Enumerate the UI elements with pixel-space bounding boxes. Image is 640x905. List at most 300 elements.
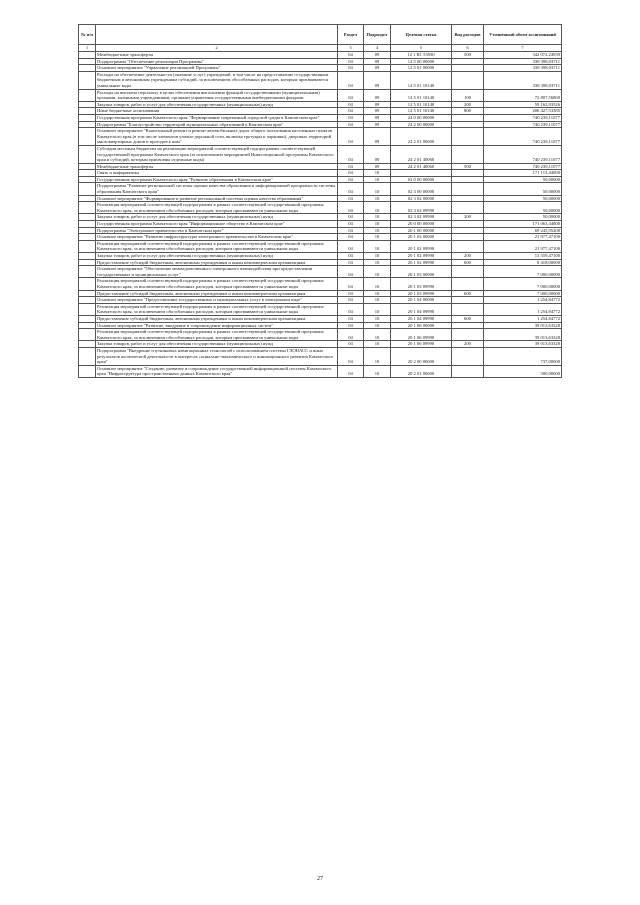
table-row (79, 315, 562, 322)
cell-target: 20 1 02 00000 (391, 234, 452, 241)
cell-num (79, 290, 96, 297)
cell-num (79, 89, 96, 101)
cell-target: 12 5 00 00000 (391, 58, 452, 65)
table-row (79, 101, 562, 108)
cell-subsection: 10 (364, 259, 391, 266)
cell-subsection: 10 (364, 315, 391, 322)
cell-subsection: 10 (364, 240, 391, 252)
cell-subsection: 09 (364, 65, 391, 72)
table-row (79, 365, 562, 377)
cell-section: 04 (338, 71, 364, 89)
cell-expense-type (452, 114, 484, 121)
cell-name: Межбюджетные трансферты (96, 52, 338, 59)
cell-num (79, 240, 96, 252)
table-row (79, 227, 562, 234)
cell-amount: 342 072,24939 (484, 52, 562, 59)
cell-amount: 500,00000 (484, 365, 562, 377)
cell-amount: 59 162,93526 (484, 101, 562, 108)
cell-subsection: 09 (364, 114, 391, 121)
cell-name: Реализация мероприятий соответствующей подпрограммы в рамках соответствующей государственной программы Камчатского края, за исключением обособленных расходов, которым присваиваются уникальные коды (96, 278, 338, 290)
cell-num (79, 315, 96, 322)
cell-name: Предоставление субсидий бюджетным, автономным учреждениям и иным некоммерческим организациям (96, 290, 338, 297)
cell-expense-type (452, 121, 484, 128)
cell-name: Подпрограмма "Благоустройство территорий муниципальных образований в Камчатском крае" (96, 121, 338, 128)
cell-num (79, 227, 96, 234)
cell-num (79, 58, 96, 65)
cell-name: Основное мероприятие "Развитие, внедрение и сопровождение информационных систем" (96, 322, 338, 329)
cell-expense-type (452, 176, 484, 183)
column-number: 2 (96, 45, 338, 52)
cell-target: 20 1 02 09990 (391, 259, 452, 266)
cell-num (79, 114, 96, 121)
budget-table (78, 24, 562, 378)
cell-amount: 1 254,84772 (484, 315, 562, 322)
cell-amount: 39 013,63328 (484, 322, 562, 329)
cell-amount: 171 113,44800 (484, 170, 562, 177)
cell-name: Реализация мероприятий соответствующей подпрограммы в рамках соответствующей государственной программы Камчатского края, за исключением обособленных расходов, которым присваиваются уникальные коды (96, 303, 338, 315)
table-row (79, 290, 562, 297)
cell-expense-type (452, 322, 484, 329)
page-number: 27 (317, 876, 323, 882)
cell-section: 04 (338, 114, 364, 121)
cell-target: 20 1 06 00000 (391, 322, 452, 329)
cell-amount: 740 239,11077 (484, 128, 562, 146)
cell-subsection: 10 (364, 347, 391, 365)
cell-target: 20 0 00 00000 (391, 221, 452, 228)
cell-expense-type (452, 240, 484, 252)
cell-name: Основное мероприятие "Обеспечение межведомственного электронного взаимодействия при предоставлении государственных и муниципальных услуг" (96, 266, 338, 278)
cell-section: 04 (338, 128, 364, 146)
cell-num (79, 145, 96, 163)
cell-num (79, 176, 96, 183)
table-row (79, 170, 562, 177)
cell-expense-type (452, 202, 484, 214)
cell-section: 04 (338, 253, 364, 260)
column-number: 7 (484, 45, 562, 52)
cell-section: 04 (338, 145, 364, 163)
cell-amount: 740 239,11077 (484, 163, 562, 170)
cell-expense-type (452, 303, 484, 315)
cell-expense-type (452, 234, 484, 241)
table-row (79, 266, 562, 278)
cell-amount: 1 254,84772 (484, 303, 562, 315)
cell-target: 24 0 00 00000 (391, 114, 452, 121)
cell-section: 04 (338, 195, 364, 202)
cell-amount: 39 013,63328 (484, 341, 562, 348)
cell-num (79, 65, 96, 72)
cell-subsection: 10 (364, 365, 391, 377)
cell-target: 12 1 R1 53930 (391, 52, 452, 59)
cell-amount: 7 000,00000 (484, 266, 562, 278)
header-section: Раздел (338, 25, 364, 45)
cell-num (79, 303, 96, 315)
table-row (79, 89, 562, 101)
cell-target: 20 1 02 09990 (391, 253, 452, 260)
cell-amount: 740 239,11077 (484, 114, 562, 121)
cell-expense-type (452, 145, 484, 163)
column-number: 1 (79, 45, 96, 52)
cell-expense-type (452, 65, 484, 72)
header-num: № п/п (79, 25, 96, 45)
cell-name: Иные бюджетные ассигнования (96, 108, 338, 115)
cell-expense-type (452, 227, 484, 234)
cell-expense-type: 200 (452, 101, 484, 108)
cell-target: 20 1 04 09990 (391, 303, 452, 315)
cell-name: Основное мероприятие "Капитальный ремонт и ремонт автомобильных дорог общего пользования населенных пунктов Камчатского края (в том числе элементов улично-дорожной сети, включая тротуары и парковки), дворовых территорий многоквартирных домов и проездов к ним" (96, 128, 338, 146)
table-row (79, 322, 562, 329)
cell-section: 04 (338, 303, 364, 315)
table-row (79, 297, 562, 304)
cell-num (79, 329, 96, 341)
table-row (79, 108, 562, 115)
table-row (79, 176, 562, 183)
cell-num (79, 214, 96, 221)
cell-name: Предоставление субсидий бюджетным, автономным учреждениям и иным некоммерческим организациям (96, 315, 338, 322)
cell-num (79, 121, 96, 128)
cell-section: 04 (338, 52, 364, 59)
table-row (79, 163, 562, 170)
table-row (79, 240, 562, 252)
cell-target: 02 3 02 09990 (391, 214, 452, 221)
cell-section: 04 (338, 89, 364, 101)
table-row (79, 341, 562, 348)
cell-target: 12 5 01 10140 (391, 71, 452, 89)
cell-target: 20 1 06 09990 (391, 341, 452, 348)
header-amount: Уточнённый объем ассигнований (484, 25, 562, 45)
cell-subsection: 10 (364, 266, 391, 278)
table-row (79, 195, 562, 202)
cell-expense-type (452, 183, 484, 195)
cell-subsection: 09 (364, 145, 391, 163)
table-row (79, 303, 562, 315)
table-row (79, 214, 562, 221)
column-number: 4 (364, 45, 391, 52)
cell-subsection: 10 (364, 234, 391, 241)
cell-section: 04 (338, 259, 364, 266)
cell-amount: 13 559,47100 (484, 253, 562, 260)
table-row (79, 65, 562, 72)
cell-subsection: 10 (364, 214, 391, 221)
cell-subsection: 10 (364, 303, 391, 315)
table-row (79, 259, 562, 266)
cell-subsection: 09 (364, 128, 391, 146)
header-target: Целевая статья (391, 25, 452, 45)
cell-expense-type: 500 (452, 163, 484, 170)
cell-section: 04 (338, 278, 364, 290)
cell-num (79, 259, 96, 266)
cell-amount: 72 807,56800 (484, 89, 562, 101)
cell-name: Государственная программа Камчатского края "Формирование современной городской среды в Камчатском крае" (96, 114, 338, 121)
table-row (79, 58, 562, 65)
cell-section: 04 (338, 290, 364, 297)
header-expense-type: Вид расходов (452, 25, 484, 45)
cell-subsection: 10 (364, 183, 391, 195)
cell-num (79, 202, 96, 214)
cell-subsection: 10 (364, 297, 391, 304)
cell-subsection: 10 (364, 195, 391, 202)
cell-expense-type: 600 (452, 259, 484, 266)
cell-amount: 8 418,00000 (484, 259, 562, 266)
cell-expense-type: 500 (452, 52, 484, 59)
cell-expense-type: 200 (452, 253, 484, 260)
cell-name: Закупка товаров, работ и услуг для обеспечения государственных (муниципальных) нужд (96, 101, 338, 108)
cell-expense-type (452, 58, 484, 65)
cell-num (79, 234, 96, 241)
cell-subsection: 10 (364, 202, 391, 214)
table-row (79, 234, 562, 241)
cell-amount: 206 427,53385 (484, 108, 562, 115)
cell-subsection: 10 (364, 278, 391, 290)
cell-subsection: 10 (364, 221, 391, 228)
cell-target: 02 3 02 00000 (391, 195, 452, 202)
cell-target: 24 2 01 40060 (391, 163, 452, 170)
column-numbers-row (79, 45, 562, 52)
cell-expense-type (452, 278, 484, 290)
cell-name: Закупка товаров, работ и услуг для обеспечения государственных (муниципальных) нужд (96, 341, 338, 348)
cell-section: 04 (338, 365, 364, 377)
cell-section: 04 (338, 227, 364, 234)
cell-amount: 338 398,03711 (484, 65, 562, 72)
cell-expense-type: 600 (452, 315, 484, 322)
cell-subsection: 10 (364, 341, 391, 348)
cell-target: 20 1 03 09990 (391, 278, 452, 290)
cell-subsection: 09 (364, 52, 391, 59)
cell-name: Реализация мероприятий соответствующей подпрограммы в рамках соответствующей государственной программы Камчатского края, за исключением обособленных расходов, которым присваиваются уникальные коды (96, 202, 338, 214)
cell-section: 04 (338, 234, 364, 241)
cell-name: Связь и информатика (96, 170, 338, 177)
cell-target (391, 170, 452, 177)
cell-amount: 338 398,03711 (484, 58, 562, 65)
cell-section: 04 (338, 347, 364, 365)
cell-name: Расходы на выплаты персоналу в целях обеспечения выполнения функций государственными (муниципальными) органами, казенными учреждениями, органами управления государственными внебюджетными фондами (96, 89, 338, 101)
cell-expense-type (452, 71, 484, 89)
cell-section: 04 (338, 297, 364, 304)
cell-name: Подпрограмма "Обеспечение реализации Программы" (96, 58, 338, 65)
cell-num (79, 170, 96, 177)
cell-name: Субсидии местным бюджетам на реализацию мероприятий соответствующей подпрограммы соответствующей государственной программы Камчатского края (за исключением мероприятий Инвестиционной программы Камчатского края и субсидий, которым присвоены отдельные коды) (96, 145, 338, 163)
cell-expense-type: 100 (452, 89, 484, 101)
cell-section: 04 (338, 214, 364, 221)
table-row (79, 221, 562, 228)
cell-target: 02 0 00 00000 (391, 176, 452, 183)
cell-num (79, 266, 96, 278)
cell-amount: 50,00000 (484, 214, 562, 221)
cell-section: 04 (338, 101, 364, 108)
cell-subsection: 10 (364, 253, 391, 260)
cell-section: 04 (338, 266, 364, 278)
cell-section: 04 (338, 341, 364, 348)
cell-expense-type (452, 170, 484, 177)
cell-expense-type (452, 347, 484, 365)
cell-num (79, 163, 96, 170)
cell-num (79, 297, 96, 304)
cell-subsection: 10 (364, 170, 391, 177)
table-row (79, 183, 562, 195)
cell-name: Подпрограмма "Развитие региональной системы оценки качества образования и информационной прозрачности системы образования Камчатского края" (96, 183, 338, 195)
cell-amount: 171 063,44800 (484, 221, 562, 228)
cell-num (79, 71, 96, 89)
cell-amount: 7 000,00000 (484, 278, 562, 290)
cell-section: 04 (338, 322, 364, 329)
cell-num (79, 365, 96, 377)
cell-name: Закупка товаров, работ и услуг для обеспечения государственных (муниципальных) нужд (96, 253, 338, 260)
cell-subsection: 09 (364, 121, 391, 128)
cell-expense-type: 200 (452, 214, 484, 221)
cell-subsection: 10 (364, 227, 391, 234)
cell-num (79, 221, 96, 228)
cell-subsection: 09 (364, 101, 391, 108)
cell-expense-type (452, 329, 484, 341)
cell-num (79, 52, 96, 59)
document-page (78, 24, 561, 378)
cell-amount: 21 977,47100 (484, 234, 562, 241)
cell-subsection: 09 (364, 163, 391, 170)
cell-section: 04 (338, 221, 364, 228)
cell-section: 04 (338, 58, 364, 65)
cell-name: Основное мероприятие "Создание, развитие и сопровождение государственной информационной системы Камчатского края "Инфраструктура пространственных данных Камчатского края" (96, 365, 338, 377)
cell-amount: 740 239,11077 (484, 145, 562, 163)
cell-name: Реализация мероприятий соответствующей подпрограммы в рамках соответствующей государственной программы Камчатского края, за исключением обособленных расходов, которым присваиваются уникальные коды (96, 329, 338, 341)
table-row (79, 52, 562, 59)
cell-amount: 50,00000 (484, 183, 562, 195)
cell-subsection: 09 (364, 58, 391, 65)
cell-expense-type (452, 365, 484, 377)
cell-name: Основное мероприятие "Управление реализацией Программы" (96, 65, 338, 72)
cell-name: Расходы на обеспечение деятельности (оказание услуг) учреждений, в том числе на предоставление государственным бюджетным и автономным учреждениям субсидий, за исключением обособленных расходов, которым присваиваются уникальные коды (96, 71, 338, 89)
table-row (79, 347, 562, 365)
cell-name: Основное мероприятие "Формирование и развитие региональной системы оценки качества образования" (96, 195, 338, 202)
cell-target: 20 1 03 00000 (391, 266, 452, 278)
cell-subsection: 10 (364, 176, 391, 183)
cell-target: 20 1 04 00000 (391, 297, 452, 304)
cell-subsection: 09 (364, 108, 391, 115)
cell-name: Основное мероприятие "Развитие инфраструктуры электронного правительства в Камчатском крае" (96, 234, 338, 241)
cell-section: 04 (338, 315, 364, 322)
cell-section: 04 (338, 121, 364, 128)
cell-name: Закупка товаров, работ и услуг для обеспечения государственных (муниципальных) нужд (96, 214, 338, 221)
cell-num (79, 128, 96, 146)
cell-name: Межбюджетные трансферты (96, 163, 338, 170)
column-number: 3 (338, 45, 364, 52)
cell-num (79, 101, 96, 108)
table-row (79, 253, 562, 260)
table-row (79, 145, 562, 163)
cell-amount: 50,00000 (484, 202, 562, 214)
table-row (79, 202, 562, 214)
cell-amount: 7 000,00000 (484, 290, 562, 297)
cell-section: 04 (338, 108, 364, 115)
table-body (79, 52, 562, 378)
cell-section: 04 (338, 202, 364, 214)
column-number: 6 (452, 45, 484, 52)
cell-amount: 50,00000 (484, 176, 562, 183)
table-row (79, 329, 562, 341)
cell-section: 04 (338, 240, 364, 252)
cell-expense-type (452, 221, 484, 228)
cell-subsection: 10 (364, 290, 391, 297)
header-name (96, 25, 338, 45)
cell-amount: 69 245,95200 (484, 227, 562, 234)
table-row (79, 121, 562, 128)
cell-subsection: 10 (364, 322, 391, 329)
cell-subsection: 09 (364, 89, 391, 101)
cell-subsection: 09 (364, 71, 391, 89)
cell-amount: 39 013,63328 (484, 329, 562, 341)
cell-target: 12 5 01 10140 (391, 101, 452, 108)
cell-target: 20 1 06 09990 (391, 329, 452, 341)
cell-name: Государственная программа Камчатского края "Информационное общество в Камчатском крае" (96, 221, 338, 228)
cell-amount: 740 239,11077 (484, 121, 562, 128)
cell-name: Государственная программа Камчатского края "Развитие образования в Камчатском крае" (96, 176, 338, 183)
table-row (79, 114, 562, 121)
cell-section: 04 (338, 176, 364, 183)
cell-num (79, 183, 96, 195)
cell-target: 24 2 01 40060 (391, 145, 452, 163)
cell-target: 12 5 01 10140 (391, 108, 452, 115)
cell-expense-type (452, 195, 484, 202)
cell-num (79, 278, 96, 290)
table-row (79, 128, 562, 146)
cell-section: 04 (338, 163, 364, 170)
cell-target: 02 3 02 09990 (391, 202, 452, 214)
cell-target: 24 2 01 00000 (391, 128, 452, 146)
cell-target: 24 2 00 00000 (391, 121, 452, 128)
cell-name: Подпрограмма "Внедрение спутниковых навигационных технологий с использованием системы ГЛОНАСС и иных результатов космической деятельности в интересах социально-экономического и инновационного развития Камчатского края" (96, 347, 338, 365)
cell-target: 20 2 01 00000 (391, 365, 452, 377)
cell-amount: 21 977,47100 (484, 240, 562, 252)
cell-name: Предоставление субсидий бюджетным, автономным учреждениям и иным некоммерческим организациям (96, 259, 338, 266)
cell-section: 04 (338, 170, 364, 177)
cell-expense-type (452, 297, 484, 304)
cell-name: Подпрограмма "Электронное правительство в Камчатском крае" (96, 227, 338, 234)
cell-expense-type (452, 128, 484, 146)
cell-target: 20 1 03 09990 (391, 290, 452, 297)
header-subsection: Подраздел (364, 25, 391, 45)
cell-subsection: 10 (364, 329, 391, 341)
cell-num (79, 195, 96, 202)
cell-num (79, 341, 96, 348)
cell-name: Реализация мероприятий соответствующей подпрограммы в рамках соответствующей государственной программы Камчатского края, за исключением обособленных расходов, которым присваиваются уникальные коды (96, 240, 338, 252)
cell-target: 12 5 01 00000 (391, 65, 452, 72)
cell-target: 20 1 00 00000 (391, 227, 452, 234)
cell-target: 02 3 00 00000 (391, 183, 452, 195)
cell-amount: 1 254,84772 (484, 297, 562, 304)
cell-section: 04 (338, 65, 364, 72)
cell-num (79, 253, 96, 260)
cell-num (79, 347, 96, 365)
cell-target: 12 5 01 10140 (391, 89, 452, 101)
cell-section: 04 (338, 183, 364, 195)
cell-expense-type: 600 (452, 290, 484, 297)
cell-amount: 50,00000 (484, 195, 562, 202)
cell-target: 20 2 00 00000 (391, 347, 452, 365)
cell-target: 20 1 02 09990 (391, 240, 452, 252)
cell-expense-type (452, 266, 484, 278)
cell-target: 20 1 04 09990 (391, 315, 452, 322)
table-header-row (79, 25, 562, 45)
column-number: 5 (391, 45, 452, 52)
cell-amount: 338 398,03711 (484, 71, 562, 89)
cell-expense-type: 200 (452, 341, 484, 348)
cell-name: Основное мероприятие "Предоставление государственных и муниципальных услуг в электронном виде" (96, 297, 338, 304)
cell-num (79, 108, 96, 115)
cell-expense-type: 800 (452, 108, 484, 115)
cell-num (79, 322, 96, 329)
cell-section: 04 (338, 329, 364, 341)
table-row (79, 278, 562, 290)
table-row (79, 71, 562, 89)
cell-amount: 737,00000 (484, 347, 562, 365)
